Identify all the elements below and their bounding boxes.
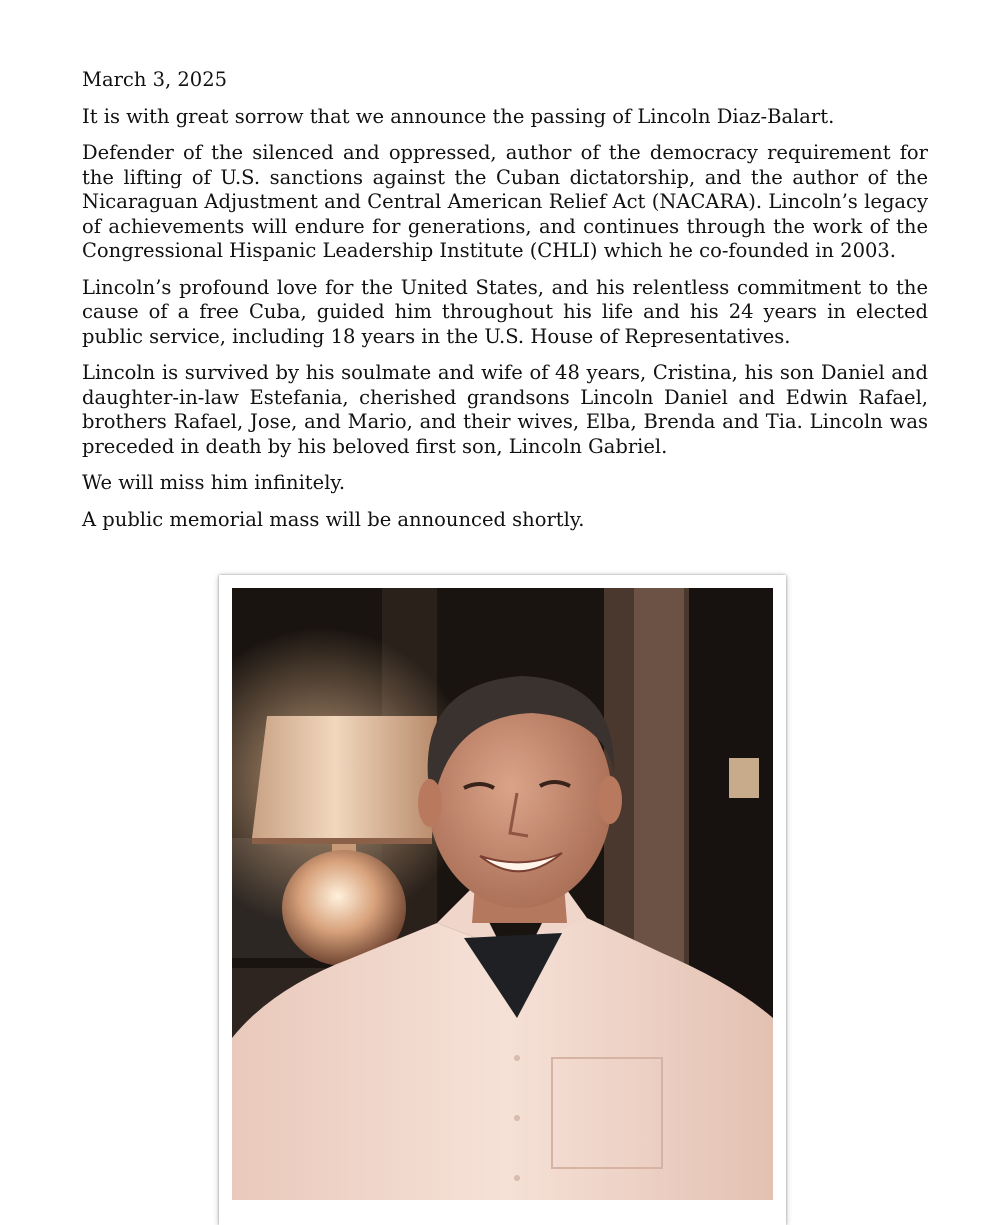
statement-date: March 3, 2025	[82, 68, 228, 91]
paragraph-farewell: We will miss him infinitely.	[82, 471, 346, 494]
paragraph-legacy: Defender of the silenced and oppressed, author of the democracy requirement for the lifting of U.S. sanctions against the Cuban dictatorship, and the author of the Nicaraguan Adjustment and Central American Relief Act (NACARA). Lincoln’s legacy of achievements will endure for generations, and continues through the work of the Congressional Hispanic Leadership Institute (CHLI) which he co-founded in 2003.	[82, 141, 928, 262]
paragraph-announcement: It is with great sorrow that we announce the passing of Lincoln Diaz-Balart.	[82, 104, 835, 128]
portrait-photo	[232, 588, 773, 1200]
paragraph-service: Lincoln’s profound love for the United States, and his relentless commitment to the cause of a free Cuba, guided him throughout his life and his 24 years in elected public service, including 18 years in the U.S. House of Representatives.	[82, 275, 928, 348]
paragraph-memorial-mass: A public memorial mass will be announced shortly.	[82, 507, 585, 531]
portrait-illustration	[232, 588, 773, 1200]
memorial-statement	[82, 68, 928, 544]
paragraph-survivors: Lincoln is survived by his soulmate and wife of 48 years, Cristina, his son Daniel and daughter-in-law Estefania, cherished grandsons Lincoln Daniel and Edwin Rafael, brothers Rafael, Jose, and Mario, and their wives, Elba, Brenda and Tia. Lincoln was preceded in death by his beloved first son, Lincoln Gabriel.	[82, 361, 928, 458]
